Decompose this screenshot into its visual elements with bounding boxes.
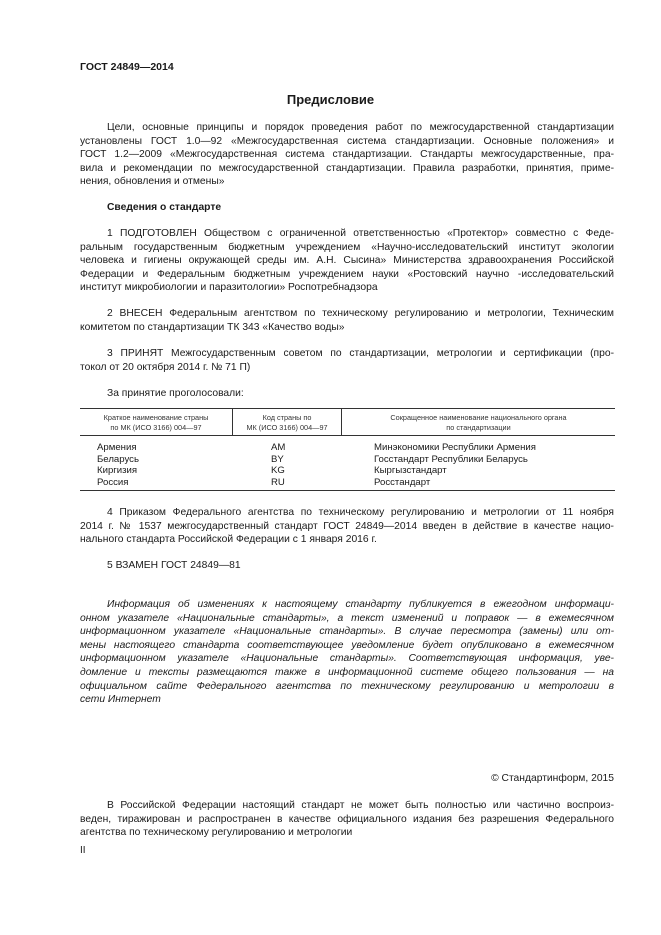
item-2-line: 2 ВНЕСЕН Федеральным агентством по техническому регулированию и метрологии, Техническим — [107, 308, 614, 319]
header-country — [80, 413, 232, 432]
item-1-line: институт микробиологии и паразитологии» Роспотребнадзора — [80, 282, 378, 294]
info-line: информационном указателе «Национальные стандарты». В случае пересмотра (замены) или от- — [80, 626, 614, 638]
header-code-line: Код страны по — [262, 413, 312, 422]
item-2-line: комитетом по стандартизации ТК 343 «Качество воды» — [80, 321, 345, 333]
cell-country: Армения — [97, 442, 137, 453]
document-code-header: ГОСТ 24849—2014 — [80, 61, 174, 73]
voting-table — [80, 408, 615, 491]
item-3-line: 3 ПРИНЯТ Межгосударственным советом по стандартизации, метрологии и сертификации (про- — [107, 348, 614, 359]
intro-line: установлены ГОСТ 1.0—92 «Межгосударственная система стандартизации. Основные положения» и — [80, 135, 614, 147]
cell-code: KG — [271, 465, 285, 476]
cell-organ: Кыргызстандарт — [374, 465, 447, 476]
item-1-line: Федерации и Федеральным бюджетным учреждением науки «Ростовский научно -исследовательский — [80, 268, 614, 280]
intro-line: вила и рекомендации по межгосударственной стандартизации. Правила разработки, принятия, приме- — [80, 162, 614, 174]
cell-code: RU — [271, 476, 285, 488]
info-line: мены настоящего стандарта соответствующее уведомление будет опубликовано в ежемесячном — [80, 639, 614, 651]
table-bottom-rule — [80, 488, 615, 491]
cell-organ: Госстандарт Республики Беларусь — [374, 453, 528, 465]
header-code — [233, 413, 341, 432]
header-organ-line: Сокращенное наименование национального органа — [390, 413, 567, 422]
table-row — [80, 442, 615, 454]
section-heading: Сведения о стандарте — [107, 202, 222, 213]
header-organ — [342, 413, 615, 432]
table-row — [80, 465, 615, 477]
item-1-line: ральным государственным бюджетным учреждением «Научно-исследовательский институт экологии — [80, 241, 614, 253]
cell-organ: Росстандарт — [374, 476, 431, 488]
info-paragraph — [80, 598, 614, 707]
item-4-paragraph — [80, 506, 614, 547]
cell-country: Россия — [97, 476, 129, 488]
cell-code: BY — [271, 453, 284, 465]
item-2-paragraph — [80, 307, 614, 334]
item-4-line: 4 Приказом Федерального агентства по техническому регулированию и метрологии от 11 ноября — [107, 507, 614, 518]
intro-paragraph — [80, 121, 614, 189]
info-line: официальном сайте Федерального агентства по техническому регулированию и метрологии в — [80, 680, 614, 692]
item-1-line: 1 ПОДГОТОВЛЕН Обществом с ограниченной ответственностью «Протектор» совместно с Феде- — [107, 228, 614, 239]
cell-code: AM — [271, 442, 286, 453]
rights-paragraph — [80, 799, 614, 840]
info-line: информационном указателе «Национальные стандарты». Соответствующая информация, уве- — [80, 653, 614, 665]
table-header — [80, 408, 615, 436]
cell-organ: Минэкономики Республики Армения — [374, 442, 536, 453]
cell-country: Беларусь — [97, 453, 139, 465]
info-line: Информация об изменениях к настоящему стандарту публикуется в ежегодном информаци- — [107, 599, 614, 610]
header-organ-line: по стандартизации — [446, 422, 511, 432]
copyright-notice: © Стандартинформ, 2015 — [491, 773, 614, 784]
item-5-paragraph: 5 ВЗАМЕН ГОСТ 24849—81 — [107, 560, 241, 571]
item-3-line: токол от 20 октября 2014 г. № 71 П) — [80, 361, 251, 373]
item-1-line: человека и гигиены окружающей среды им. А.Н. Сысина» Министерства здравоохранения Российской — [80, 255, 614, 267]
table-row — [80, 454, 615, 466]
header-country-line: Краткое наименование страны — [103, 413, 209, 422]
item-1-paragraph — [80, 227, 614, 295]
page-number: II — [80, 845, 86, 856]
info-line: домление и тексты размещаются также в информационной системе общего пользования — на — [80, 666, 614, 678]
table-row — [80, 477, 615, 489]
item-3-paragraph — [80, 347, 614, 374]
cell-country: Киргизия — [97, 465, 138, 476]
intro-line: Цели, основные принципы и порядок проведения работ по межгосударственной стандартизации — [107, 122, 614, 133]
header-code-line: МК (ИСО 3166) 004—97 — [246, 422, 328, 432]
intro-line: ГОСТ 1.2—2009 «Межгосударственная система стандартизации. Стандарты межгосударственные, пра- — [80, 149, 614, 161]
page-title: Предисловие — [286, 92, 375, 107]
intro-line: нения, обновления и отмены» — [80, 176, 225, 188]
rights-line: В Российской Федерации настоящий стандарт не может быть полностью или частично воспроиз- — [107, 800, 614, 811]
info-line: сети Интернет — [80, 694, 161, 706]
header-country-line: по МК (ИСО 3166) 004—97 — [110, 422, 202, 432]
vote-label: За принятие проголосовали: — [107, 388, 244, 399]
info-line: онном указателе «Национальные стандарты», а текст изменений и поправок — в ежемесячном — [80, 612, 614, 624]
item-4-line: нального стандарта Российской Федерации с 1 января 2016 г. — [80, 534, 377, 546]
item-4-line: 2014 г. № 1537 межгосударственный стандарт ГОСТ 24849—2014 введен в действие в качестве нацио- — [80, 520, 614, 532]
rights-line: веден, тиражирован и распространен в качестве официального издания без разрешения Федерального — [80, 813, 614, 825]
rights-line: агентства по техническому регулированию и метрологии — [80, 827, 353, 839]
